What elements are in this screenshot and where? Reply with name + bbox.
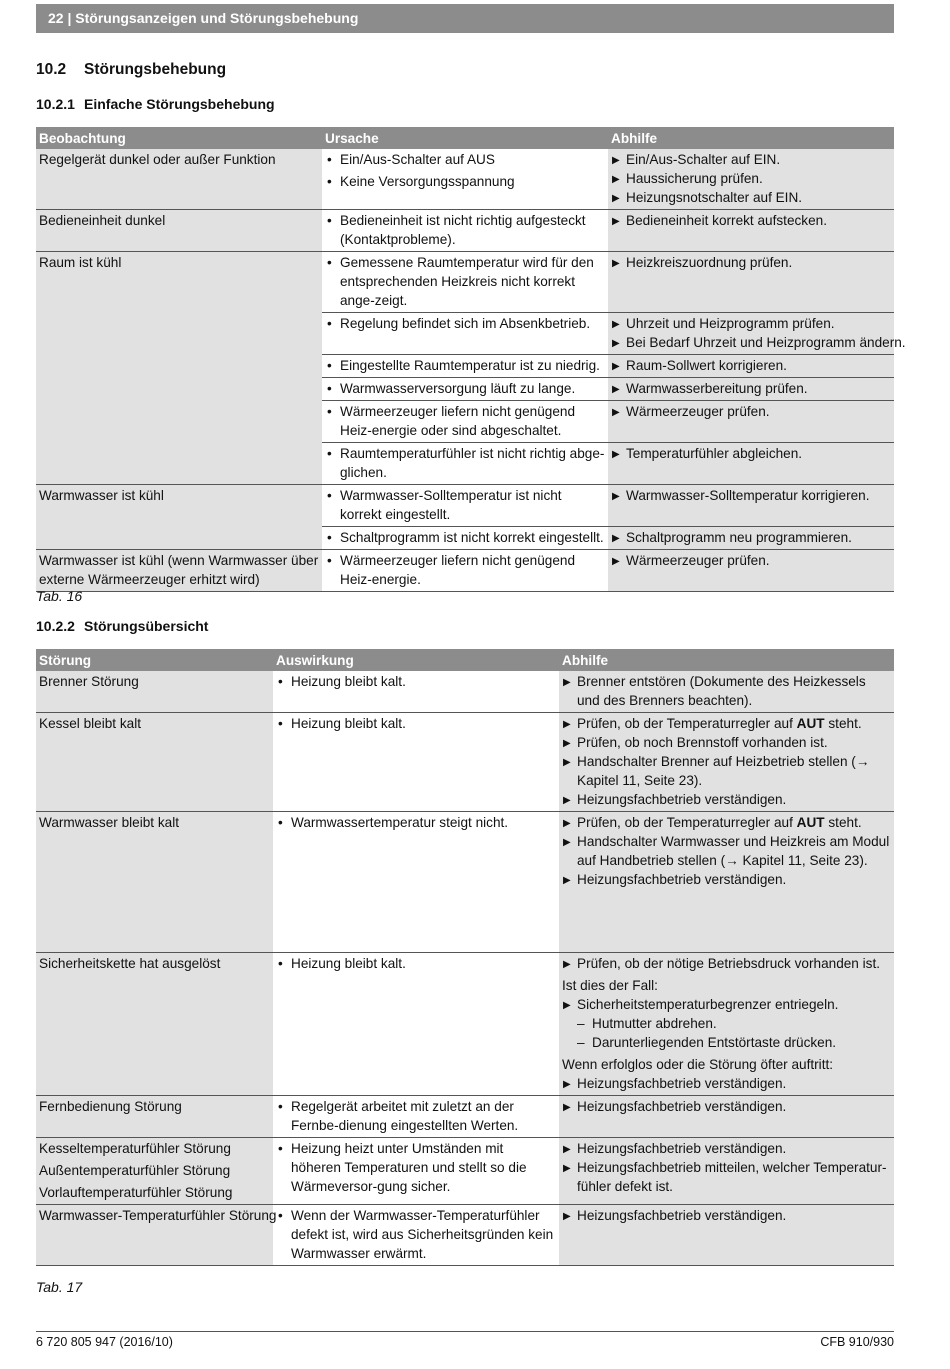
observation-cell: Warmwasser ist kühl <box>36 485 322 550</box>
fault-cell: Kessel bleibt kalt <box>36 713 273 812</box>
cause-item: • Regelung befindet sich im Absenkbetrieb. <box>325 314 605 333</box>
remedy-item: ▶ Wärmeerzeuger prüfen. <box>611 402 891 421</box>
cause-cell <box>322 355 608 378</box>
remedy-item: ▶ Warmwasserbereitung prüfen. <box>611 379 891 398</box>
effect-item: • Regelgerät arbeitet mit zuletzt an der Fernbe-dienung eingestellten Werten. <box>276 1097 556 1135</box>
remedy-cell <box>608 527 894 550</box>
subsection-title: Einfache Störungsbehebung <box>84 96 275 112</box>
remedy-item: ▶ Heizungsfachbetrieb verständigen. <box>562 1206 891 1225</box>
effect-item: • Heizung heizt unter Umständen mit höheren Temperaturen und stellt so die Wärmeversor-gung sicher. <box>276 1139 556 1196</box>
cause-cell <box>322 550 608 592</box>
effect-cell <box>273 1205 559 1266</box>
remedy-cell <box>559 671 894 713</box>
table-row <box>36 149 894 210</box>
remedy-item: ▶ Temperaturfühler abgleichen. <box>611 444 891 463</box>
cause-item: • Wärmeerzeuger liefern nicht genügend Heiz-energie. <box>325 551 605 589</box>
remedy-note: Ist dies der Fall: <box>562 978 658 993</box>
observation-cell: Bedieneinheit dunkel <box>36 210 322 252</box>
remedy-item: ▶ Warmwasser-Solltemperatur korrigieren. <box>611 486 891 505</box>
cause-cell <box>322 149 608 210</box>
effect-item: • Heizung bleibt kalt. <box>276 672 556 691</box>
cause-item: • Keine Versorgungsspannung <box>325 172 605 191</box>
remedy-cell <box>559 1096 894 1138</box>
cause-cell <box>322 378 608 401</box>
remedy-item: ▶ Uhrzeit und Heizprogramm prüfen. <box>611 314 891 333</box>
remedy-item: ▶ Heizungsfachbetrieb verständigen. <box>562 790 891 809</box>
remedy-cell <box>559 713 894 812</box>
fault-cell: Warmwasser-Temperaturfühler Störung <box>36 1205 273 1266</box>
remedy-item: ▶ Handschalter Brenner auf Heizbetrieb stellen (→ Kapitel 11, Seite 23). <box>562 752 891 790</box>
remedy-cell <box>608 550 894 592</box>
section-heading <box>36 61 226 79</box>
subsection-heading-1 <box>36 96 275 112</box>
cause-item: • Ein/Aus-Schalter auf AUS <box>325 150 605 169</box>
cause-item: • Wärmeerzeuger liefern nicht genügend Heiz-energie oder sind abgeschaltet. <box>325 402 605 440</box>
cause-cell <box>322 313 608 355</box>
remedy-item: ▶ Haussicherung prüfen. <box>611 169 891 188</box>
cause-item: • Bedieneinheit ist nicht richtig aufgesteckt (Kontaktprobleme). <box>325 211 605 249</box>
remedy-item: ▶ Ein/Aus-Schalter auf EIN. <box>611 150 891 169</box>
remedy-cell <box>608 401 894 443</box>
remedy-item: ▶ Heizungsfachbetrieb verständigen. <box>562 1097 891 1116</box>
remedy-cell <box>559 953 894 1096</box>
fault-cell <box>36 1138 273 1205</box>
table-row <box>36 1096 894 1138</box>
observation-cell: Raum ist kühl <box>36 252 322 485</box>
fault-item: Außentemperaturfühler Störung <box>39 1163 231 1178</box>
remedy-item: ▶ Wärmeerzeuger prüfen. <box>611 551 891 570</box>
remedy-cell <box>608 252 894 313</box>
remedy-cell <box>559 812 894 953</box>
effect-cell <box>273 1138 559 1205</box>
cause-cell <box>322 210 608 252</box>
remedy-item: ▶ Prüfen, ob der nötige Betriebsdruck vorhanden ist. <box>562 954 891 973</box>
cause-cell <box>322 252 608 313</box>
section-number: 10.2 <box>36 61 67 78</box>
cause-item: • Eingestellte Raumtemperatur ist zu niedrig. <box>325 356 605 375</box>
remedy-cell <box>608 378 894 401</box>
cause-item: • Warmwasserversorgung läuft zu lange. <box>325 379 605 398</box>
table-caption: Tab. 16 <box>36 588 83 604</box>
page-header-bar: 22 | Störungsanzeigen und Störungsbehebung <box>36 4 894 33</box>
footer-divider <box>36 1331 894 1332</box>
table-row <box>36 671 894 713</box>
cause-item: • Gemessene Raumtemperatur wird für den entsprechenden Heizkreis nicht korrekt ange-zeigt. <box>325 253 605 310</box>
remedy-item: ▶ Heizkreiszuordnung prüfen. <box>611 253 891 272</box>
remedy-cell <box>608 149 894 210</box>
remedy-item: ▶ Heizungsfachbetrieb verständigen. <box>562 870 891 889</box>
remedy-item: ▶ Prüfen, ob noch Brennstoff vorhanden ist. <box>562 733 891 752</box>
fault-item: Kesseltemperaturfühler Störung <box>39 1141 231 1156</box>
table-row <box>36 1205 894 1266</box>
observation-cell: Regelgerät dunkel oder außer Funktion <box>36 149 322 210</box>
table-row <box>36 210 894 252</box>
table-row <box>36 485 894 527</box>
effect-cell <box>273 953 559 1096</box>
column-header: Störung <box>36 649 273 671</box>
table-row <box>36 550 894 592</box>
effect-cell <box>273 713 559 812</box>
remedy-cell <box>608 313 906 355</box>
remedy-item: ▶ Prüfen, ob der Temperaturregler auf AUT steht. <box>562 714 891 733</box>
column-header: Beobachtung <box>36 127 322 149</box>
cause-cell <box>322 485 608 527</box>
remedy-item: ▶ Heizungsfachbetrieb verständigen. <box>562 1139 891 1158</box>
table-row <box>36 252 894 313</box>
column-header: Abhilfe <box>559 649 894 671</box>
column-header: Ursache <box>322 127 608 149</box>
remedy-item: ▶ Raum-Sollwert korrigieren. <box>611 356 891 375</box>
remedy-item: ▶ Heizungsnotschalter auf EIN. <box>611 188 891 207</box>
remedy-cell <box>608 485 894 527</box>
cause-cell <box>322 527 608 550</box>
effect-item: • Warmwassertemperatur steigt nicht. <box>276 813 556 832</box>
effect-item: • Wenn der Warmwasser-Temperaturfühler defekt ist, wird aus Sicherheitsgründen kein Warmwasser erwärmt. <box>276 1206 556 1263</box>
remedy-item: ▶ Schaltprogramm neu programmieren. <box>611 528 891 547</box>
remedy-item: ▶ Bei Bedarf Uhrzeit und Heizprogramm ändern. <box>611 333 891 352</box>
subsection-number: 10.2.2 <box>36 618 75 634</box>
remedy-item: ▶ Handschalter Warmwasser und Heizkreis am Modul auf Handbetrieb stellen (→ Kapitel 11, Seite 23). <box>562 832 891 870</box>
cause-item: • Warmwasser-Solltemperatur ist nicht korrekt eingestellt. <box>325 486 605 524</box>
subsection-title: Störungsübersicht <box>84 618 209 634</box>
effect-cell <box>273 812 559 953</box>
remedy-substep: – Darunterliegenden Entstörtaste drücken. <box>562 1033 891 1052</box>
effect-item: • Heizung bleibt kalt. <box>276 954 556 973</box>
chapter-title: Störungsanzeigen und Störungsbehebung <box>75 10 359 26</box>
fault-cell: Sicherheitskette hat ausgelöst <box>36 953 273 1096</box>
table-header-row <box>36 127 894 149</box>
remedy-cell <box>608 443 894 485</box>
cause-item: • Schaltprogramm ist nicht korrekt eingestellt. <box>325 528 605 547</box>
effect-cell <box>273 1096 559 1138</box>
remedy-item: ▶ Brenner entstören (Dokumente des Heizkessels und des Brenners beachten). <box>562 672 891 710</box>
cause-cell <box>322 401 608 443</box>
subsection-number: 10.2.1 <box>36 96 75 112</box>
section-title: Störungsbehebung <box>84 61 227 78</box>
fault-item: Vorlauftemperaturfühler Störung <box>39 1185 233 1200</box>
fault-cell: Warmwasser bleibt kalt <box>36 812 273 953</box>
effect-item: • Heizung bleibt kalt. <box>276 714 556 733</box>
remedy-cell <box>608 210 894 252</box>
table-caption: Tab. 17 <box>36 1279 83 1295</box>
remedy-item: ▶ Heizungsfachbetrieb mitteilen, welcher Temperatur-fühler defekt ist. <box>562 1158 891 1196</box>
table-header-row <box>36 649 894 671</box>
remedy-item: ▶ Heizungsfachbetrieb verständigen. <box>562 1074 891 1093</box>
cause-cell <box>322 443 608 485</box>
remedy-item: ▶ Sicherheitstemperaturbegrenzer entriegeln. <box>562 995 891 1014</box>
table-row <box>36 953 894 1096</box>
table-row <box>36 812 894 953</box>
remedy-cell <box>559 1138 894 1205</box>
remedy-note: Wenn erfolglos oder die Störung öfter auftritt: <box>562 1057 834 1072</box>
observation-cell: Warmwasser ist kühl (wenn Warmwasser über externe Wärmeerzeuger erhitzt wird) <box>36 550 322 592</box>
table-simple-troubleshooting <box>36 127 906 592</box>
fault-cell: Brenner Störung <box>36 671 273 713</box>
remedy-substep: – Hutmutter abdrehen. <box>562 1014 891 1033</box>
remedy-cell <box>608 355 894 378</box>
remedy-item: ▶ Prüfen, ob der Temperaturregler auf AUT steht. <box>562 813 891 832</box>
table-row <box>36 1138 894 1205</box>
effect-cell <box>273 671 559 713</box>
footer-document-number: 6 720 805 947 (2016/10) <box>36 1335 173 1349</box>
remedy-item: ▶ Bedieneinheit korrekt aufstecken. <box>611 211 891 230</box>
column-header: Abhilfe <box>608 127 894 149</box>
table-fault-overview <box>36 649 894 1266</box>
fault-cell: Fernbedienung Störung <box>36 1096 273 1138</box>
column-header: Auswirkung <box>273 649 559 671</box>
remedy-cell <box>559 1205 894 1266</box>
cause-item: • Raumtemperaturfühler ist nicht richtig abge-glichen. <box>325 444 605 482</box>
table-row <box>36 713 894 812</box>
subsection-heading-2 <box>36 618 208 634</box>
page-number: 22 <box>48 10 64 26</box>
footer-product-name: CFB 910/930 <box>820 1335 894 1349</box>
